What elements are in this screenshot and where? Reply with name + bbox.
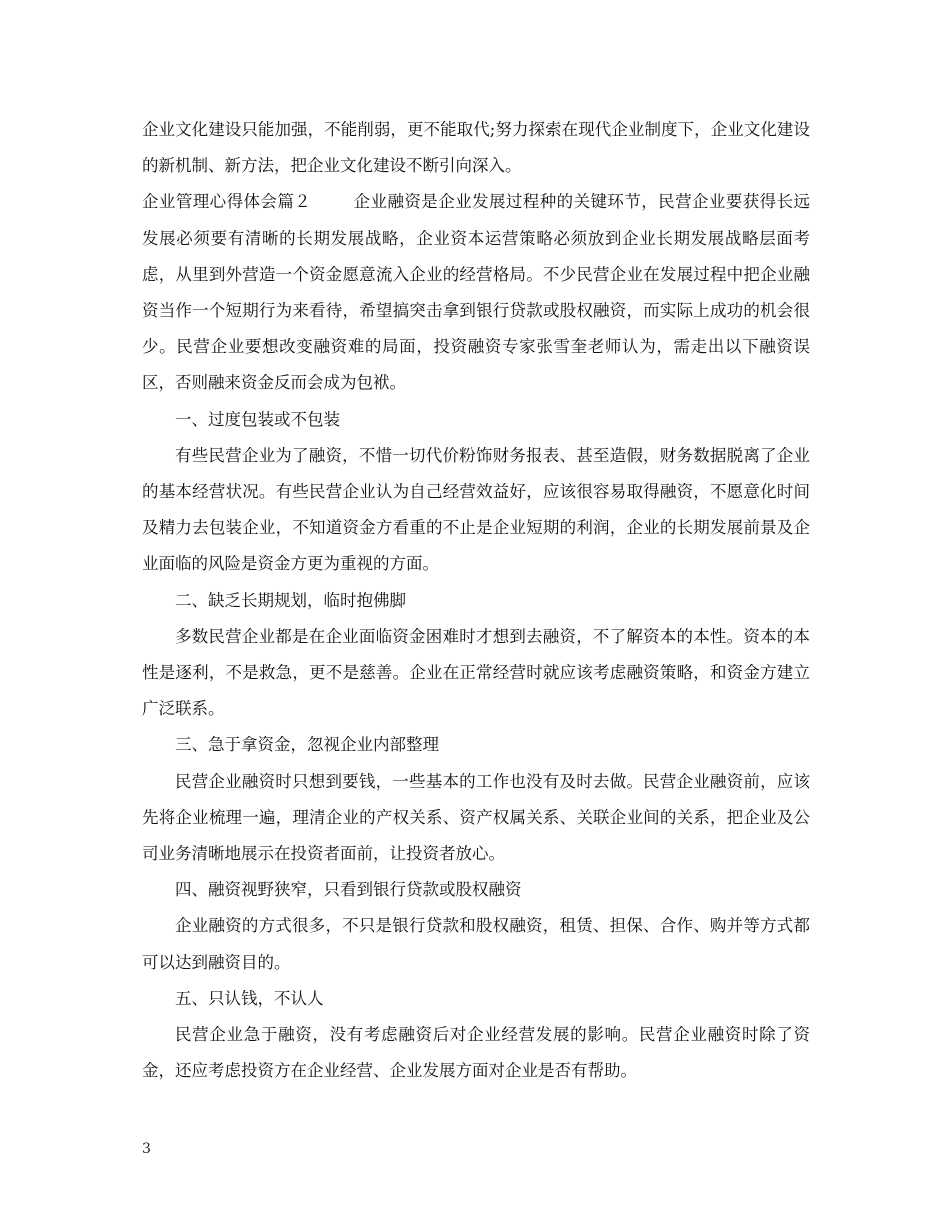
section-heading-5: 五、只认钱，不认人 [175,988,324,1008]
paragraph-section-4: 企业融资的方式很多，不只是银行贷款和股权融资，租赁、担保、合作、购并等方式都可以达到融资目的。 [142,916,810,972]
section-heading-1: 一、过度包装或不包装 [175,409,340,429]
paragraph-financing-intro [142,184,810,401]
section-heading-3: 三、急于拿资金，忽视企业内部整理 [175,735,439,755]
document-body [142,112,810,1089]
page-number: 3 [142,1141,151,1157]
section-heading-4: 四、融资视野狭窄，只看到银行贷款或股权融资 [175,880,522,900]
paragraph-section-3: 民营企业融资时只想到要钱，一些基本的工作也没有及时去做。民营企业融资前，应该先将企业梳理一遍，理清企业的产权关系、资产权属关系、关联企业间的关系，把企业及公司业务清晰地展示在投资者面前，让投资者放心。 [142,771,810,864]
paragraph-section-2: 多数民营企业都是在企业面临资金困难时才想到去融资，不了解资本的本性。资本的本性是逐利，不是救急，更不是慈善。企业在正常经营时就应该考虑融资策略，和资金方建立广泛联系。 [142,626,810,719]
section-heading-2: 二、缺乏长期规划，临时抱佛脚 [175,590,406,610]
paragraph-culture-conclusion: 企业文化建设只能加强，不能削弱，更不能取代;努力探索在现代企业制度下，企业文化建设的新机制、新方法，把企业文化建设不断引向深入。 [142,120,810,176]
paragraph-section-1: 有些民营企业为了融资，不惜一切代价粉饰财务报表、甚至造假，财务数据脱离了企业的基本经营状况。有些民营企业认为自己经营效益好，应该很容易取得融资，不愿意化时间及精力去包装企业，不知道资金方看重的不止是企业短期的利润，企业的长期发展前景及企业面临的风险是资金方更为重视的方面。 [142,445,810,574]
article-title: 企业管理心得体会篇２ [142,192,312,212]
paragraph-financing-intro-text: 企业融资是企业发展过程种的关键环节，民营企业要获得长远发展必须要有清晰的长期发展战略，企业资本运营策略必须放到企业长期发展战略层面考虑，从里到外营造一个资金愿意流入企业的经营格局。不少民营企业在发展过程中把企业融资当作一个短期行为来看待，希望搞突击拿到银行贷款或股权融资，而实际上成功的机会很少。民营企业要想改变融资难的局面，投资融资专家张雪奎老师认为，需走出以下融资误区，否则融来资金反而会成为包袱。 [142,192,811,393]
paragraph-section-5: 民营企业急于融资，没有考虑融资后对企业经营发展的影响。民营企业融资时除了资金，还应考虑投资方在企业经营、企业发展方面对企业是否有帮助。 [142,1025,810,1081]
